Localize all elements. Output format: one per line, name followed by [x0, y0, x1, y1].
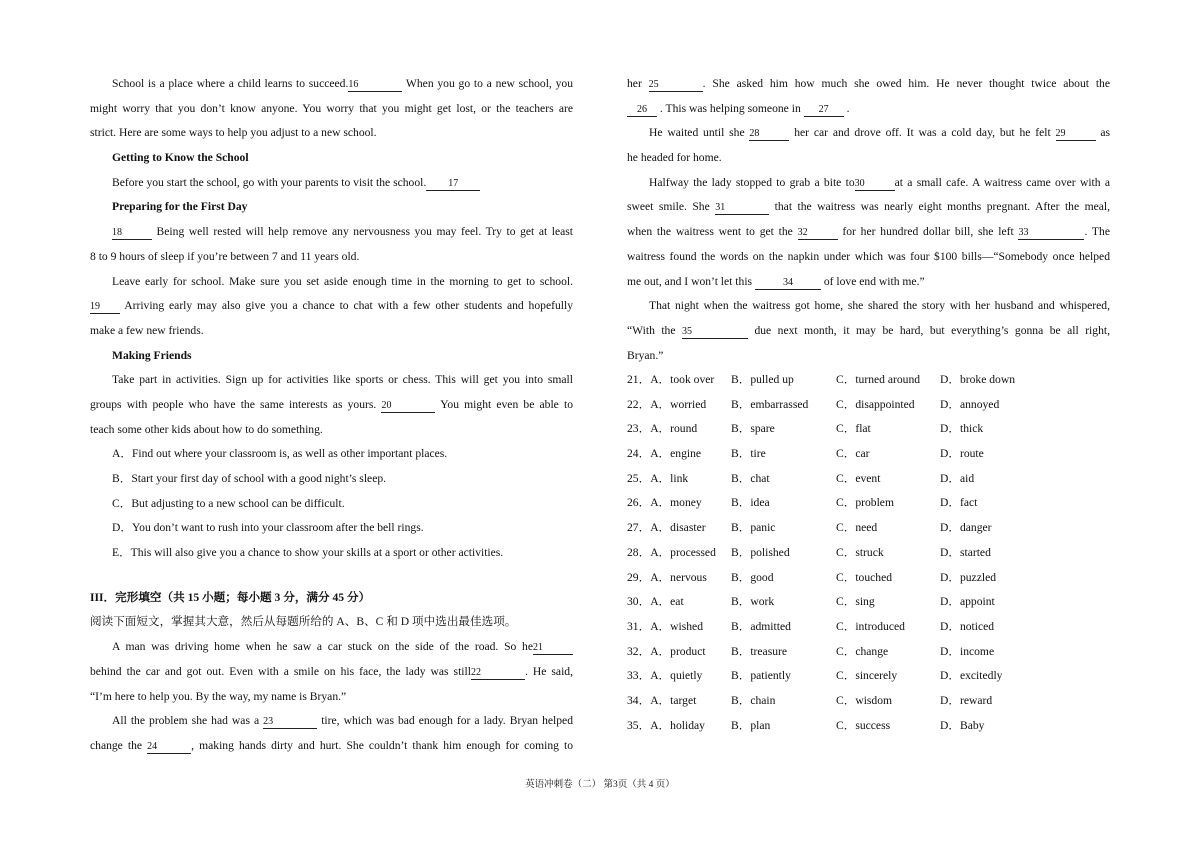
- choice-e: E．This will also give you a chance to show your skills at a sport or other activities.: [112, 546, 504, 560]
- option-25-a[interactable]: 25．A．link: [627, 471, 689, 485]
- option-28-d[interactable]: D．started: [940, 545, 991, 559]
- option-21-a[interactable]: 21．A．took over: [627, 373, 715, 386]
- passage-line: make a few new friends.: [90, 323, 204, 337]
- option-32-c[interactable]: C．change: [836, 644, 889, 658]
- passage-line: Before you start the school, go with your parents to visit the school. 17: [90, 171, 573, 196]
- passage-line: when the waitress went to get the 32 for her hundred dollar bill, she left 33 . The: [627, 225, 1110, 239]
- option-22-b[interactable]: B．embarrassed: [731, 397, 809, 411]
- blank-32[interactable]: 32: [798, 226, 838, 240]
- blank-20[interactable]: 20: [381, 399, 435, 413]
- option-24-b[interactable]: B．tire: [731, 447, 766, 461]
- option-row-28: [627, 541, 1110, 566]
- choice-d: D．You don’t want to rush into your classroom after the bell rings.: [112, 521, 424, 535]
- option-31-c[interactable]: C．introduced: [836, 619, 905, 633]
- passage-line: All the problem she had was a 23 tire, which was bad enough for a lady. Bryan helped: [112, 714, 573, 728]
- passage-line: me out, and I won’t let this 34 of love end with me.”: [627, 274, 925, 288]
- option-row-30: [627, 590, 1110, 615]
- option-34-b[interactable]: B．chain: [731, 693, 776, 707]
- passage-line: A man was driving home when he saw a car stuck on the side of the road. So he21: [90, 635, 573, 660]
- passage-line: waitress found the words on the napkin under which was four $100 bills—“Somebody once helped: [627, 249, 1110, 263]
- passage-line: School is a place where a child learns to succeed.16 When you go to a new school, you: [112, 77, 573, 90]
- passage-line: Bryan.”: [627, 348, 664, 362]
- option-26-c[interactable]: C．problem: [836, 496, 894, 510]
- option-30-d[interactable]: D．appoint: [940, 595, 995, 609]
- passage-line: 8 to 9 hours of sleep if you’re between 7 and 11 years old.: [90, 249, 360, 263]
- section-heading: Getting to Know the School: [112, 151, 249, 165]
- option-25-c[interactable]: C．event: [836, 471, 881, 485]
- option-33-d[interactable]: D．excitedly: [940, 669, 1003, 683]
- option-row-33: [627, 664, 1110, 689]
- option-22-a[interactable]: 22．A．worried: [627, 397, 707, 411]
- option-23-d[interactable]: D．thick: [940, 422, 984, 436]
- option-32-d[interactable]: D．income: [940, 644, 995, 658]
- option-row-22: [627, 393, 1110, 418]
- option-24-a[interactable]: 24．A．engine: [627, 447, 702, 461]
- passage-line: change the 24 , making hands dirty and hurt. She couldn’t thank him enough for coming to: [90, 738, 574, 752]
- option-25-b[interactable]: B．chat: [731, 471, 770, 485]
- option-33-c[interactable]: C．sincerely: [836, 669, 898, 683]
- option-26-d[interactable]: D．fact: [940, 496, 978, 510]
- option-22-d[interactable]: D．annoyed: [940, 397, 1000, 411]
- blank-35[interactable]: 35: [682, 325, 748, 339]
- section-title: III．完形填空（共 15 小题；每小题 3 分，满分 45 分）: [90, 590, 371, 604]
- passage-line: He waited until she 28 her car and drove off. It was a cold day, but he felt 29 as: [649, 126, 1110, 140]
- option-23-c[interactable]: C．flat: [836, 422, 871, 436]
- option-34-c[interactable]: C．wisdom: [836, 693, 893, 707]
- page-footer: 英语冲刺卷（二） 第3页（共 4 页）: [525, 780, 675, 790]
- option-29-d[interactable]: D．puzzled: [940, 570, 997, 584]
- passage-line: groups with people who have the same interests as yours. 20 You might even be able to: [90, 397, 573, 411]
- blank-24[interactable]: 24: [147, 740, 191, 754]
- passage-line: her 25 . She asked him how much she owed him. He never thought twice about the: [627, 77, 1110, 90]
- passage-line: strict. Here are some ways to help you adjust to a new school.: [90, 126, 377, 140]
- option-row-26: [627, 491, 1110, 516]
- option-27-c[interactable]: C．need: [836, 521, 878, 535]
- option-31-d[interactable]: D．noticed: [940, 619, 995, 633]
- blank-19[interactable]: 19: [90, 300, 120, 314]
- option-row-32: [627, 640, 1110, 665]
- choice-b: B．Start your first day of school with a good night’s sleep.: [112, 472, 387, 485]
- option-35-c[interactable]: C．success: [836, 718, 891, 732]
- passage-line: “With the 35 due next month, it may be hard, but everything’s gonna be all right,: [627, 323, 1110, 337]
- instruction: 阅读下面短文，掌握其大意，然后从每题所给的 A、B、C 和 D 项中选出最佳选项。: [90, 615, 517, 629]
- blank-21[interactable]: 21: [533, 641, 573, 655]
- option-24-d[interactable]: D．route: [940, 447, 984, 461]
- option-23-a[interactable]: 23．A．round: [627, 422, 698, 436]
- option-21-b[interactable]: B．pulled up: [731, 373, 794, 386]
- option-row-34: [627, 689, 1110, 714]
- option-row-29: [627, 566, 1110, 591]
- option-26-a[interactable]: 26．A．money: [627, 496, 702, 510]
- option-28-a[interactable]: 28．A．processed: [627, 545, 716, 559]
- option-33-a[interactable]: 33．A．quietly: [627, 669, 703, 683]
- passage-line: 19 Arriving early may also give you a chance to chat with a few other students and hopefully: [90, 299, 573, 313]
- spacer: [90, 566, 573, 586]
- passage-line: 26 . This was helping someone in 27 .: [627, 97, 1110, 122]
- option-22-c[interactable]: C．disappointed: [836, 397, 915, 411]
- blank-22[interactable]: 22: [471, 666, 525, 680]
- choice-a: A．Find out where your classroom is, as well as other important places.: [112, 447, 448, 461]
- blank-30[interactable]: 30: [855, 177, 895, 191]
- option-35-d[interactable]: D．Baby: [940, 718, 985, 732]
- option-row-21: [627, 368, 1110, 393]
- blank-26[interactable]: 26: [627, 103, 657, 117]
- option-21-c[interactable]: C．turned around: [836, 373, 921, 386]
- option-row-25: [627, 467, 1110, 492]
- option-32-b[interactable]: B．treasure: [731, 644, 788, 658]
- option-35-b[interactable]: B．plan: [731, 718, 771, 732]
- section-heading: Preparing for the First Day: [112, 200, 248, 214]
- option-35-a[interactable]: 35．A．holiday: [627, 718, 705, 732]
- option-30-a[interactable]: 30．A．eat: [627, 595, 684, 609]
- option-row-27: [627, 516, 1110, 541]
- blank-27[interactable]: 27: [804, 103, 844, 117]
- passage-line: Leave early for school. Make sure you set aside enough time in the morning to get to school.: [112, 274, 573, 288]
- blank-28[interactable]: 28: [749, 127, 789, 141]
- passage-line: teach some other kids about how to do something.: [90, 422, 323, 436]
- left-column: [90, 72, 573, 759]
- option-25-d[interactable]: D．aid: [940, 471, 975, 485]
- blank-34[interactable]: 34: [755, 276, 821, 290]
- option-24-c[interactable]: C．car: [836, 447, 870, 461]
- option-31-b[interactable]: B．admitted: [731, 619, 791, 633]
- option-21-d[interactable]: D．broke down: [940, 373, 1016, 386]
- option-31-a[interactable]: 31．A．wished: [627, 619, 703, 633]
- right-column: [627, 72, 1110, 368]
- blank-25[interactable]: 25: [649, 78, 703, 92]
- choice-c: C．But adjusting to a new school can be difficult.: [112, 496, 345, 510]
- blank-29[interactable]: 29: [1056, 127, 1096, 141]
- option-29-a[interactable]: 29．A．nervous: [627, 570, 707, 584]
- option-30-b[interactable]: B．work: [731, 595, 775, 609]
- option-32-a[interactable]: 32．A．product: [627, 644, 706, 658]
- option-33-b[interactable]: B．patiently: [731, 669, 791, 683]
- option-row-23: [627, 417, 1110, 442]
- passage-line: 18 Being well rested will help remove any nervousness you may feel. Try to get at least: [112, 225, 573, 239]
- option-28-c[interactable]: C．struck: [836, 545, 884, 559]
- option-row-31: [627, 615, 1110, 640]
- passage-line: might worry that you don’t know anyone. You worry that you might get lost, or the teachers are: [90, 101, 573, 115]
- passage-line: Halfway the lady stopped to grab a bite to30 at a small cafe. A waitress came over with a: [649, 175, 1110, 189]
- section-heading: Making Friends: [112, 348, 192, 362]
- option-row-35: [627, 714, 1110, 739]
- blank-17[interactable]: 17: [426, 177, 480, 191]
- blank-16[interactable]: 16: [348, 78, 402, 92]
- passage-line: behind the car and got out. Even with a smile on his face, the lady was still22 . He said,: [90, 664, 573, 678]
- passage-line: “I’m here to help you. By the way, my name is Bryan.”: [90, 689, 347, 703]
- option-28-b[interactable]: B．polished: [731, 545, 790, 559]
- option-27-d[interactable]: D．danger: [940, 521, 992, 535]
- option-34-d[interactable]: D．reward: [940, 693, 993, 707]
- blank-18[interactable]: 18: [112, 226, 152, 240]
- option-29-c[interactable]: C．touched: [836, 570, 893, 584]
- passage-line: Take part in activities. Sign up for activities like sports or chess. This will get you into small: [112, 373, 573, 387]
- option-27-a[interactable]: 27．A．disaster: [627, 521, 706, 535]
- passage-line: he headed for home.: [627, 151, 722, 165]
- blank-33[interactable]: 33: [1018, 226, 1084, 240]
- option-30-c[interactable]: C．sing: [836, 595, 875, 609]
- blank-31[interactable]: 31: [715, 201, 769, 215]
- passage-line: sweet smile. She 31 that the waitress was nearly eight months pregnant. After the meal,: [627, 200, 1110, 214]
- option-29-b[interactable]: B．good: [731, 570, 774, 584]
- option-23-b[interactable]: B．spare: [731, 422, 775, 436]
- passage-line: That night when the waitress got home, she shared the story with her husband and whispered,: [649, 299, 1110, 313]
- blank-23[interactable]: 23: [263, 715, 317, 729]
- option-row-24: [627, 442, 1110, 467]
- option-27-b[interactable]: B．panic: [731, 521, 776, 535]
- options-list: [627, 368, 1110, 738]
- option-26-b[interactable]: B．idea: [731, 496, 770, 510]
- option-34-a[interactable]: 34．A．target: [627, 693, 697, 707]
